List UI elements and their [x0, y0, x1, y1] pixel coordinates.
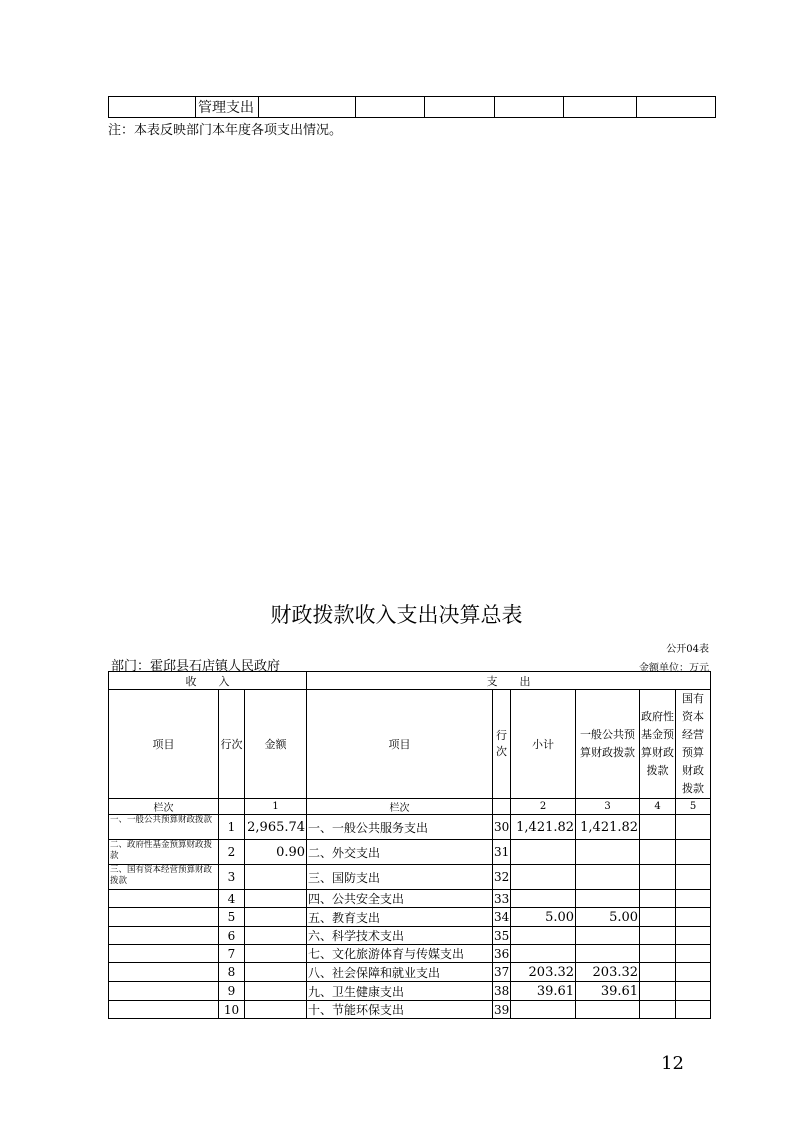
expense-row-no-cell: 32: [493, 865, 511, 890]
gov-fund-cell: [640, 982, 676, 1001]
col-label: 栏次: [307, 799, 493, 815]
income-amount-cell: [245, 908, 307, 927]
income-amount-cell: 2,965.74: [245, 815, 307, 840]
previous-table-tail: [108, 96, 716, 118]
income-amount-cell: [245, 963, 307, 982]
income-row-no-cell: 6: [219, 927, 245, 945]
col-header-state-capital: 国有资本经营预算财政拨款: [676, 690, 711, 799]
income-amount-cell: [245, 890, 307, 908]
col-number: 3: [576, 799, 640, 815]
income-amount-cell: [245, 927, 307, 945]
state-capital-cell: [676, 982, 711, 1001]
header-row: [109, 690, 711, 799]
col-header-row-no: 行次: [219, 690, 245, 799]
subtotal-cell: [511, 840, 576, 865]
income-row-no-cell: 4: [219, 890, 245, 908]
income-row-no-cell: 5: [219, 908, 245, 927]
table-note: 注：本表反映部门本年度各项支出情况。: [108, 123, 343, 138]
state-capital-cell: [676, 927, 711, 945]
table-row: [109, 927, 711, 945]
column-number-row: [109, 799, 711, 815]
state-capital-cell: [676, 865, 711, 890]
gov-fund-cell: [640, 963, 676, 982]
col-header-gov-fund: 政府性基金预算财政拨款: [640, 690, 676, 799]
expense-row-no-cell: 31: [493, 840, 511, 865]
expense-item-cell: 一、一般公共服务支出: [307, 815, 493, 840]
table-row: [109, 982, 711, 1001]
table-row: [109, 97, 716, 118]
general-budget-cell: [576, 840, 640, 865]
general-budget-cell: [576, 890, 640, 908]
expense-row-no-cell: 34: [493, 908, 511, 927]
table-row: [109, 890, 711, 908]
header-group-row: [109, 672, 711, 690]
col-number: 2: [511, 799, 576, 815]
general-budget-cell: 39.61: [576, 982, 640, 1001]
expense-row-no-cell: 39: [494, 1002, 510, 1017]
department-label: 部门：霍邱县石店镇人民政府: [111, 659, 281, 674]
state-capital-cell: [676, 945, 711, 963]
table-cell: 管理支出: [196, 97, 259, 118]
col-label: 栏次: [109, 799, 219, 815]
income-amount-cell: 0.90: [245, 840, 307, 865]
table-row: [109, 945, 711, 963]
income-row-no-cell: 1: [219, 815, 245, 840]
income-row-no-cell: 9: [219, 982, 245, 1001]
table-row: [109, 908, 711, 927]
general-budget-cell: [576, 945, 640, 963]
expense-item-cell: 七、文化旅游体育与传媒支出: [307, 945, 493, 963]
table-row: [109, 1001, 711, 1019]
summary-table: [108, 671, 711, 1019]
income-row-no-cell: 7: [219, 945, 245, 963]
expense-item-cell: 二、外交支出: [307, 840, 493, 865]
col-number: 1: [245, 799, 307, 815]
income-row-no-cell: 2: [219, 840, 245, 865]
income-amount-cell: [245, 865, 307, 890]
subtotal-cell: [511, 927, 576, 945]
state-capital-cell: [676, 908, 711, 927]
col-header-item: 项目: [109, 690, 219, 799]
unit-label: 金额单位：万元: [639, 663, 709, 674]
subtotal-cell: [511, 865, 576, 890]
state-capital-cell: [676, 890, 711, 908]
gov-fund-cell: [640, 927, 676, 945]
income-item-cell: 三、国有资本经营预算财政拨款: [109, 865, 219, 890]
income-row-no-cell: 10: [219, 1001, 245, 1019]
income-item-cell: [109, 963, 219, 982]
gov-fund-cell: [640, 890, 676, 908]
income-item-cell: [109, 927, 219, 945]
subtotal-cell: [511, 1001, 576, 1019]
income-item-cell: 一、一般公共预算财政拨款: [109, 815, 219, 840]
col-header-item2: 项目: [307, 690, 493, 799]
gov-fund-cell: [640, 1001, 676, 1019]
gov-fund-cell: [640, 815, 676, 840]
subtotal-cell: 1,421.82: [511, 815, 576, 840]
income-amount-cell: [245, 945, 307, 963]
col-header-row-no2: 行次: [493, 690, 511, 799]
expense-row-no-cell: 33: [494, 891, 510, 906]
income-item-cell: [109, 982, 219, 1001]
income-amount-cell: [245, 1001, 307, 1019]
col-header-subtotal: 小计: [511, 690, 576, 799]
expense-item-cell: 六、科学技术支出: [307, 927, 493, 945]
subtotal-cell: 39.61: [511, 982, 576, 1001]
subtotal-cell: 5.00: [511, 908, 576, 927]
col-number: 5: [676, 799, 711, 815]
general-budget-cell: [576, 1001, 640, 1019]
expense-row-no-cell: 36: [494, 946, 510, 961]
table-row: [109, 840, 711, 865]
general-budget-cell: 5.00: [576, 908, 640, 927]
form-code: 公开04表: [666, 644, 709, 655]
expense-item-cell: 十、节能环保支出: [307, 1001, 493, 1019]
page-number: 12: [661, 1053, 684, 1074]
col-header-general-budget: 一般公共预算财政拨款: [576, 690, 640, 799]
expense-item-cell: 九、卫生健康支出: [307, 982, 493, 1001]
expense-item-cell: 三、国防支出: [307, 865, 493, 890]
col-header-amount: 金额: [245, 690, 307, 799]
expense-item-cell: 五、教育支出: [307, 908, 493, 927]
expense-row-no-cell: 37: [493, 963, 511, 982]
expense-header: 支 出: [307, 672, 711, 690]
gov-fund-cell: [640, 908, 676, 927]
general-budget-cell: 1,421.82: [576, 815, 640, 840]
general-budget-cell: 203.32: [576, 963, 640, 982]
income-item-cell: [109, 908, 219, 927]
income-row-no-cell: 8: [219, 963, 245, 982]
table-row: [109, 963, 711, 982]
income-item-cell: [109, 1001, 219, 1019]
expense-item-cell: 八、社会保障和就业支出: [307, 963, 493, 982]
state-capital-cell: [676, 815, 711, 840]
general-budget-cell: [576, 927, 640, 945]
income-item-cell: [109, 945, 219, 963]
expense-row-no-cell: 38: [493, 982, 511, 1001]
expense-row-no-cell: 35: [494, 928, 510, 943]
income-amount-cell: [245, 982, 307, 1001]
income-header: 收 入: [109, 672, 307, 690]
subtotal-cell: [511, 945, 576, 963]
general-budget-cell: [576, 865, 640, 890]
expense-item-cell: 四、公共安全支出: [307, 890, 493, 908]
subtotal-cell: [511, 890, 576, 908]
income-row-no-cell: 3: [219, 865, 245, 890]
col-number: 4: [640, 799, 676, 815]
state-capital-cell: [676, 1001, 711, 1019]
income-item-cell: 二、政府性基金预算财政拨款: [109, 840, 219, 865]
gov-fund-cell: [640, 840, 676, 865]
table-row: [109, 815, 711, 840]
gov-fund-cell: [640, 945, 676, 963]
subtotal-cell: 203.32: [511, 963, 576, 982]
state-capital-cell: [676, 840, 711, 865]
table-row: [109, 865, 711, 890]
expense-row-no-cell: 30: [493, 815, 511, 840]
gov-fund-cell: [640, 865, 676, 890]
page-title: 财政拨款收入支出决算总表: [270, 603, 523, 627]
income-item-cell: [109, 890, 219, 908]
state-capital-cell: [676, 963, 711, 982]
